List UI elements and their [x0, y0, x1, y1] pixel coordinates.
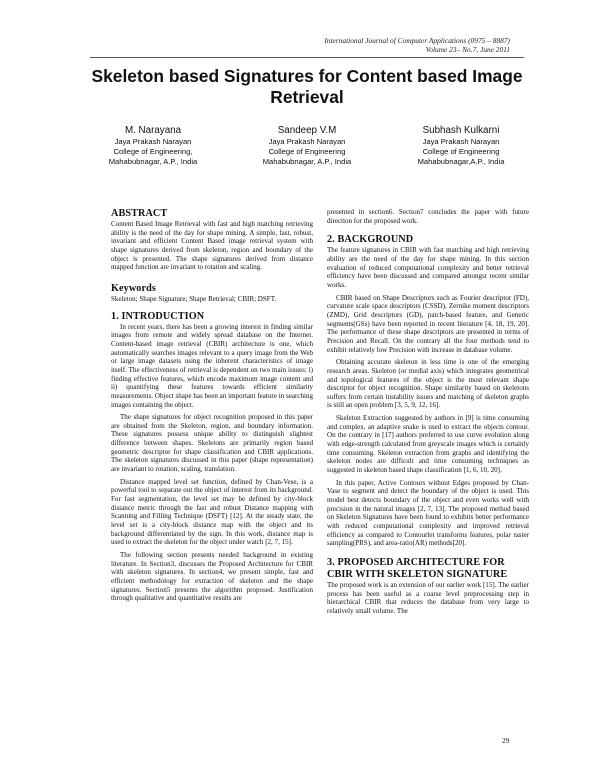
architecture-heading	[327, 557, 529, 581]
author-name: M. Narayana	[124, 125, 182, 136]
introduction-continuation: presented in section6. Section7 concludes the paper with future direction for the proposed work.	[327, 208, 529, 225]
title-line-2: Retrieval	[270, 86, 344, 107]
author-affiliation-line: College of Engineering,	[113, 147, 193, 156]
author-affiliation-line: Jaya Prakash Narayan	[422, 137, 500, 146]
architecture-heading-line: CBIR WITH SKELETON SIGNATURE	[327, 568, 508, 580]
title-line-1: Skeleton based Signatures for Content based Image	[91, 66, 523, 86]
right-column	[327, 208, 529, 616]
journal-volume: Volume 23– No.7, June 2011	[425, 44, 510, 54]
author-name: Sandeep V.M	[277, 125, 337, 136]
journal-name: International Journal of Computer Applications (0975 – 8887)	[324, 36, 510, 45]
author-2	[230, 124, 384, 167]
page-number: 29	[502, 736, 510, 745]
author-affiliation-line: College of Engineering	[268, 147, 346, 156]
header-rule	[90, 57, 524, 58]
author-affiliation-line: Mahabubnagar, A.P., India	[262, 157, 352, 166]
background-heading: 2. BACKGROUND	[327, 234, 414, 246]
author-affiliation-line: Jaya Prakash Narayan	[268, 137, 346, 146]
background-paragraph: The feature signatures in CBIR with fast matching and high retrieving ability are the need of the day for shape mining. In this section evaluation of reduced computational complexity and better retrieval efficiency have been discussed and compared amongst recent similar works.	[327, 246, 529, 289]
background-paragraph: Obtaining accurate skeleton in less time is one of the emerging research areas. Skeleton (or medial axis) which integrates geometrical and topological features of the object is the most relevant shape descriptor for object recognition. Shape similarity based on skeletons suffers from certain instability issues and matching of skeleton graphs is still an open problem [3, 5, 9, 12, 16].	[327, 358, 529, 410]
architecture-heading-line: 3. PROPOSED ARCHITECTURE FOR	[327, 556, 505, 568]
journal-header	[324, 37, 510, 54]
keywords-text: Skeleton; Shape Signature; Shape Retrieval; CBIR; DSFT.	[111, 294, 277, 303]
introduction-heading: 1. INTRODUCTION	[111, 310, 205, 322]
introduction-paragraph: Distance mapped level set function, defined by Chan-Vese, is a powerful tool to separate out the object of interest from its background. For fast segmentation, the level set may be defined by city-block distance metric through the fast and robust Distance mapping with Scanning and Filling Technique (DSFT) [12]. At the steady state, the level set is a city-block distance map with the object and its background differentiated by the sign. In this work, distance map is used to extract the skeleton for the object under watch [2, 7, 15].	[111, 477, 313, 547]
background-paragraph: Skeleton Extraction suggested by authors in [9] is time consuming and complex, an adaptive snake is used to extract the objects contour. On the contrary in [17] authors preferred to use curve evolution along with edge-strength calculated from greyscale images which is certainly time consuming. Skeleton extraction from graphs and identifying the skeleton nodes are difficult and time consuming techniques as suggested in skeleton based shape classification [1, 6, 10, 20].	[327, 414, 529, 475]
author-affiliation-line: Mahabubnagar, A.P., India	[108, 157, 198, 166]
paper-title	[90, 66, 524, 107]
introduction-paragraph: The following section presents needed background in existing literature. In Section3, discusses the Proposed Architecture for CBIR with skeleton signatures. In section4, we present simple, fast and efficient methodology for extraction of skeleton and the shape signatures. Section5 presents the algorithm proposed. Justification through qualitative and quantitative results are	[111, 551, 313, 603]
author-affiliation-line: Jaya Prakash Narayan	[114, 137, 192, 146]
introduction-paragraph: In recent years, there has been a growing interest in finding similar images from remote and widely spread database on the Internet. Content-based image retrieval (CBIR) architecture is one, which automatically searches images relevant to a query image from the Web or large image datasets using the inherent characteristics of image itself. The effectiveness of retrieval is dependent on two main issues: i) finding effective features, which encode maximum image content and ii) quantifying these features towards efficient similarity measurements. Object shape has been an important feature in searching images containing the object.	[111, 322, 313, 409]
abstract-text: Content Based Image Retrieval with fast and high matching retrieving ability is the need of the day for shape mining. A simple, fast, robust, invariant and efficient Content Based image retrieval system with shape signatures derived from skeleton, region and boundary of the object is presented. The shape signatures derived from distance mapped function are invariant to rotation and scaling.	[111, 220, 313, 272]
author-3	[384, 124, 538, 167]
left-column	[111, 208, 313, 603]
abstract-heading: ABSTRACT	[111, 208, 168, 219]
architecture-text: The proposed work is an extension of our earlier work [15]. The earlier process has been useful as a coarse level preprocessing step in hierarchical CBIR that reduces the database from very large to relatively small volume. The	[327, 580, 529, 615]
author-affiliation-line: Mahabubnagar,A.P., India	[417, 157, 505, 166]
keywords-heading: Keywords	[111, 282, 156, 294]
background-paragraph: In this paper, Active Contours without Edges proposed by Chan-Vase to segment and detect the boundary of the object is used. This model best detects boundary of the object and even works well with precision in the natural images [2, 7, 13]. The proposed method based on Skeleton Signatures have been found to exhibits better performance with reduced computational complexity and improved retrieval efficiency as compared to Contourlet transforms features, polar raster sampling(PRS), and area-ratio(AR) methods[20].	[327, 478, 529, 548]
author-block	[76, 124, 538, 167]
introduction-paragraph: The shape signatures for object recognition proposed in this paper are obtained from the Skeleton, region, and boundary information. These signatures possess unique ability to distinguish slightest difference between shapes. Skeletons are primarily region based geometric descriptor for shape classification and CBIR applications. The skeleton signatures discussed in this paper (shape representation) are invariant to rotation, scaling, translation.	[111, 413, 313, 474]
author-1	[76, 124, 230, 167]
author-name: Subhash Kulkarni	[422, 125, 500, 136]
author-affiliation-line: College of Engineering	[422, 147, 500, 156]
background-paragraph: CBIR based on Shape Descriptors such as Fourier descriptor (FD), curvature scale space descriptors (CSSD), Zernike moment descriptors (ZMD), Grid descriptors (GD), patch-based feature, and Generic segments(GSs) have been reported in recent literature [4, 18, 19, 20]. The performance of these shape descriptors are presented in terms of Precision and Recall. On the contrary all the four methods tend to exhibit relatively low Precision with increase in database volume.	[327, 293, 529, 354]
